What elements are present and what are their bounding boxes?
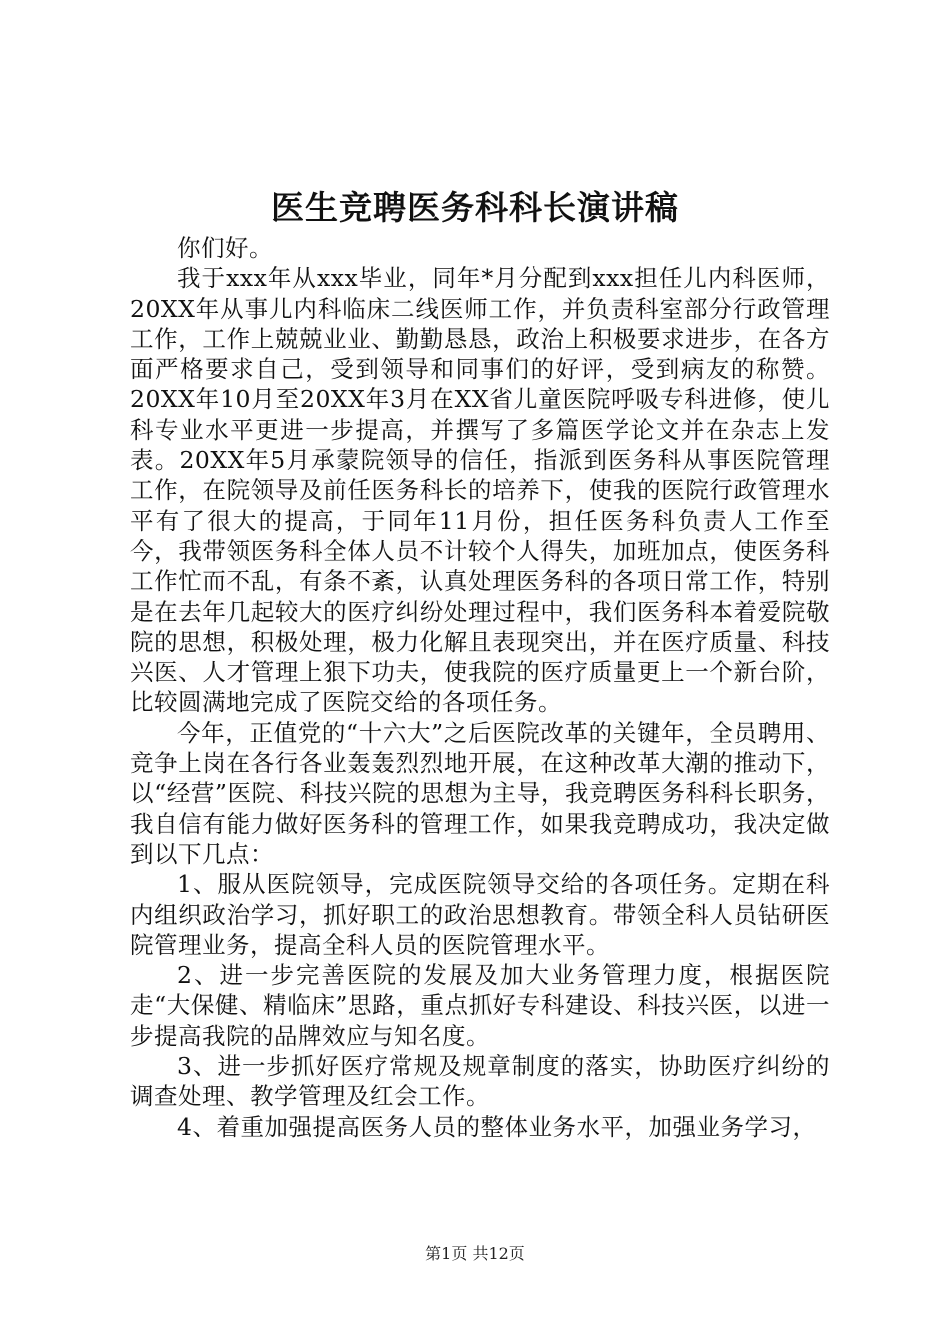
page-number: 第1页 共12页 xyxy=(425,1244,525,1263)
document-title: 医生竞聘医务科科长演讲稿 xyxy=(271,188,679,227)
paragraph-motivation: 今年，正值党的“十六大”之后医院改革的关键年，全员聘用、竞争上岗在各行各业轰轰烈烈地开展，在这种改革大潮的推动下，以“经营”医院、科技兴院的思想为主导，我竞聘医务科科长职务，我自信有能力做好医务科的管理工作，如果我竞聘成功，我决定做到以下几点： xyxy=(130,718,830,868)
paragraph-point-4: 4、着重加强提高医务人员的整体业务水平，加强业务学习， xyxy=(177,1112,817,1141)
document-body xyxy=(130,233,830,1142)
paragraph-point-1: 1、服从医院领导，完成医院领导交给的各项任务。定期在科内组织政治学习，抓好职工的政治思想教育。带领全科人员钻研医院管理业务，提高全科人员的医院管理水平。 xyxy=(130,870,830,959)
paragraph-background: 我于xxx年从xxx毕业，同年*月分配到xxx担任儿内科医师，20XX年从事儿内科临床二线医师工作，并负责科室部分行政管理工作，工作上兢兢业业、勤勤恳恳，政治上积极要求进步，在各方面严格要求自己，受到领导和同事们的好评，受到病友的称赞。20XX年10月至20XX年3月在XX省儿童医院呼吸专科进修，使儿科专业水平更进一步提高，并撰写了多篇医学论文并在杂志上发表。20XX年5月承蒙院领导的信任，指派到医务科从事医院管理工作，在院领导及前任医务科长的培养下，使我的医院行政管理水平有了很大的提高，于同年11月份，担任医务科负责人工作至今，我带领医务科全体人员不计较个人得失，加班加点，使医务科工作忙而不乱，有条不紊，认真处理医务科的各项日常工作，特别是在去年几起较大的医疗纠纷处理过程中，我们医务科本着爱院敬院的思想，积极处理，极力化解且表现突出，并在医疗质量、科技兴医、人才管理上狠下功夫，使我院的医疗质量更上一个新台阶，比较圆满地完成了医院交给的各项任务。 xyxy=(130,264,830,717)
paragraph-greeting: 你们好。 xyxy=(177,234,273,262)
paragraph-point-2: 2、进一步完善医院的发展及加大业务管理力度，根据医院走“大保健、精临床”思路，重点抓好专科建设、科技兴医，以进一步提高我院的品牌效应与知名度。 xyxy=(130,961,830,1050)
paragraph-point-3: 3、进一步抓好医疗常规及规章制度的落实，协助医疗纠纷的调查处理、教学管理及红会工作。 xyxy=(130,1052,830,1111)
